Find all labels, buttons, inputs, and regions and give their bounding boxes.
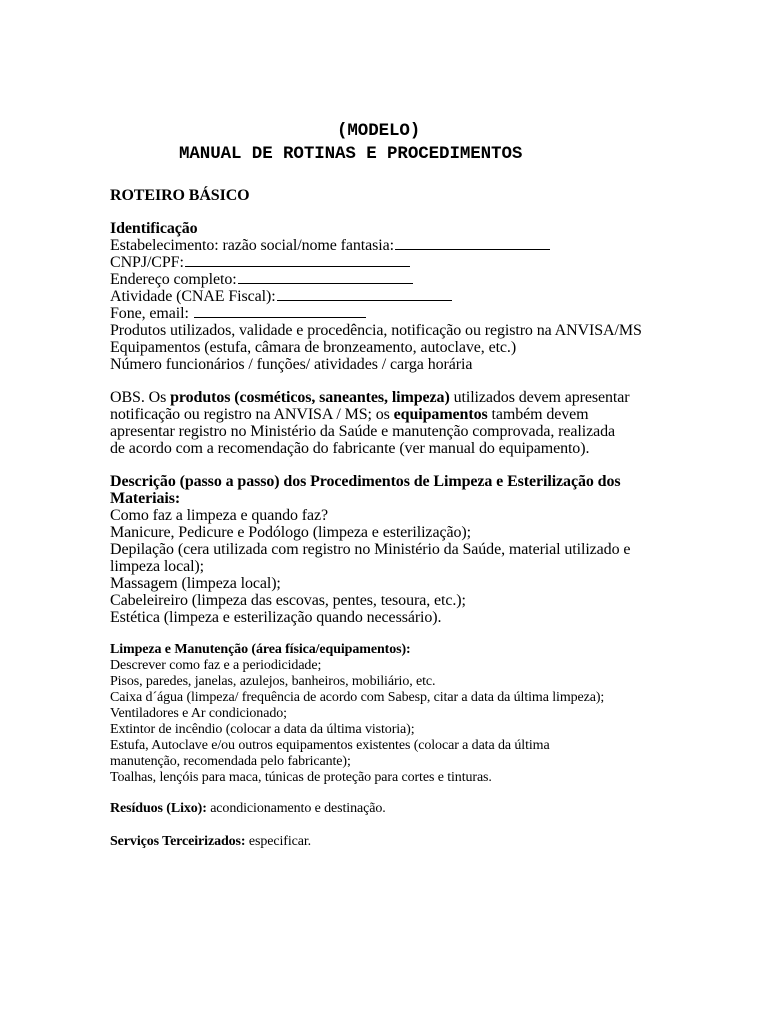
model-label: (MODELO) (337, 121, 421, 141)
limpeza-line: Toalhas, lençóis para maca, túnicas de proteção para cortes e tinturas. (110, 770, 492, 785)
descricao-line: Cabeleireiro (limpeza das escovas, pentes, tesoura, etc.); (110, 592, 466, 609)
limpeza-line: Extintor de incêndio (colocar a data da última vistoria); (110, 722, 415, 737)
obs-line: notificação ou registro na ANVISA / MS; os equipamentos também devem (110, 406, 589, 423)
descricao-line: Como faz a limpeza e quando faz? (110, 507, 329, 524)
identificacao-line: Produtos utilizados, validade e procedência, notificação ou registro na ANVISA/MS (110, 322, 642, 339)
roteiro-heading: ROTEIRO BÁSICO (110, 187, 250, 204)
descricao-heading: Materiais: (110, 490, 181, 507)
field-endereco (110, 271, 413, 288)
limpeza-line: Pisos, paredes, janelas, azulejos, banheiros, mobiliário, etc. (110, 674, 436, 689)
field-fone (110, 305, 366, 322)
residuos-line: Resíduos (Lixo): acondicionamento e destinação. (110, 801, 386, 816)
field-label: Estabelecimento: razão social/nome fantasia: (110, 237, 394, 254)
limpeza-line: manutenção, recomendada pelo fabricante); (110, 754, 351, 769)
descricao-line: limpeza local); (110, 558, 205, 575)
field-estabelecimento (110, 237, 550, 254)
page-title: MANUAL DE ROTINAS E PROCEDIMENTOS (179, 144, 523, 164)
servicos-line: Serviços Terceirizados: especificar. (110, 834, 312, 849)
obs-line: OBS. Os produtos (cosméticos, saneantes, limpeza) utilizados devem apresentar (110, 389, 630, 406)
field-label: Fone, email: (110, 305, 193, 322)
limpeza-heading: Limpeza e Manutenção (área física/equipamentos): (110, 642, 411, 657)
identificacao-line: Número funcionários / funções/ atividades / carga horária (110, 356, 473, 373)
obs-line: apresentar registro no Ministério da Saúde e manutenção comprovada, realizada (110, 423, 615, 440)
descricao-line: Massagem (limpeza local); (110, 575, 281, 592)
field-label: Endereço completo: (110, 271, 237, 288)
fill-line[interactable] (395, 237, 550, 250)
field-cnpj (110, 254, 410, 271)
limpeza-line: Ventiladores e Ar condicionado; (110, 706, 287, 721)
fill-line[interactable] (277, 288, 452, 301)
obs-line: de acordo com a recomendação do fabricante (ver manual do equipamento). (110, 440, 590, 457)
field-label: Atividade (CNAE Fiscal): (110, 288, 276, 305)
fill-line[interactable] (194, 305, 366, 318)
limpeza-line: Estufa, Autoclave e/ou outros equipamentos existentes (colocar a data da última (110, 738, 550, 753)
fill-line[interactable] (238, 271, 413, 284)
limpeza-line: Caixa d´água (limpeza/ frequência de acordo com Sabesp, citar a data da última limpeza); (110, 690, 605, 705)
descricao-line: Manicure, Pedicure e Podólogo (limpeza e esterilização); (110, 524, 471, 541)
descricao-line: Depilação (cera utilizada com registro no Ministério da Saúde, material utilizado e (110, 541, 631, 558)
descricao-line: Estética (limpeza e esterilização quando necessário). (110, 609, 442, 626)
fill-line[interactable] (185, 254, 410, 267)
field-atividade (110, 288, 452, 305)
field-label: CNPJ/CPF: (110, 254, 184, 271)
limpeza-line: Descrever como faz e a periodicidade; (110, 658, 322, 673)
identificacao-line: Equipamentos (estufa, câmara de bronzeamento, autoclave, etc.) (110, 339, 517, 356)
descricao-heading: Descrição (passo a passo) dos Procedimentos de Limpeza e Esterilização dos (110, 473, 621, 490)
identificacao-heading: Identificação (110, 220, 198, 237)
